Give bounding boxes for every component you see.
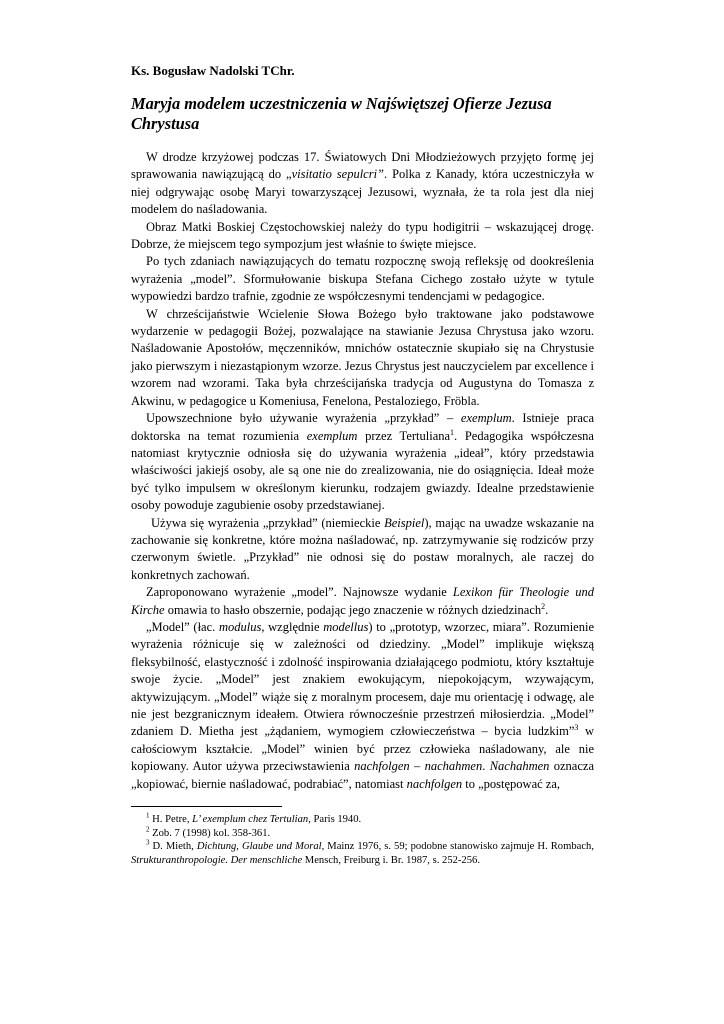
footnote: $^3$ D. Mieth, Dichtung, Glaube und Moral, Mainz 1976, s. 59; podobne stanowisko zajmuje H. Rombach, Strukturanthropologie. Der menschliche Mensch, Freiburg i. Br. 1987, s. 252-256.: [131, 838, 594, 866]
footnote-separator: [131, 806, 282, 807]
paragraph: „Model” (łac. modulus, względnie modellus) to „prototyp, wzorzec, miara”. Rozumienie wyrażenia różnicuje się w zależności od dziedziny. „Model” implikuje większą fleksybilność, elastyczność i zdolność inspirowania działającego podmiotu, który kształtuje swoje życie. „Model” jest znakiem ewokującym, niepokojącym, wzywającym, aktywizującym. „Model” wiąże się z moralnym procesem, daje mu orientację i odwagę, ale nie jest bezgranicznym ideałem. Otwiera równocześnie przestrzeń miłosierdzia. „Model” zdaniem D. Mietha jest „żądaniem, wymogiem człowieczeństwa – bycia ludzkim”$^3$ w całościowym kształcie. „Model” winien być przez człowieka naśladowany, ale nie kopiowany. Autor używa przeciwstawienia nachfolgen – nachahmen. Nachahmen oznacza „kopiować, biernie naśladować, podrabiać”, natomiast nachfolgen to „postępować za,: [131, 619, 594, 791]
paragraph: W drodze krzyżowej podczas 17. Światowych Dni Młodzieżowych przyjęto formę jej sprawowania nawiązującą do „visitatio sepulcri”. Polka z Kanady, która uczestniczyła w niej odgrywając osobę Maryi towarzyszącej Jezusowi, wyznała, że ta rola jest dla niej modelem do naśladowania.: [131, 150, 594, 217]
document-page: [131, 62, 594, 867]
paragraph: Upowszechnione było używanie wyrażenia „przykład” – exemplum. Istnieje praca doktorska na temat rozumienia exemplum przez Tertuliana$^1$. Pedagogika współczesna natomiast krytycznie odniosła się do używania wyrażenia „ideał”, który przedstawia właściwości jakiejś osoby, ale są one nie do zrealizowania, nie do osiągnięcia. Ideał może być tylko impulsem w określonym kierunku, rodzajem gwiazdy. Idealne przedstawienie osoby powoduje zagubienie osoby przedstawianej.: [131, 411, 594, 513]
footnote: $^1$ H. Petre, L’ exemplum chez Tertulian, Paris 1940.: [146, 811, 362, 826]
article-title: Maryja modelem uczestniczenia w Najświętszej Ofierze Jezusa Chrystusa: [131, 94, 552, 133]
footnote: $^2$ Zob. 7 (1998) kol. 358-361.: [146, 825, 271, 839]
paragraph: Używa się wyrażenia „przykład” (niemieckie Beispiel), mając na uwadze wskazanie na zachowanie się konkretne, które można naśladować, np. zatrzymywanie się rodziców przy czerwonym świetle. „Przykład” nie odnosi się do postaw moralnych, ale raczej do konkretnych zachowań.: [131, 515, 594, 582]
paragraph: W chrześcijaństwie Wcielenie Słowa Bożego było traktowane jako podstawowe wydarzenie w pedagogii Bożej, pozwalające na stawianie Jezusa Chrystusa jako wzoru. Naśladowanie Apostołów, męczenników, mnichów ostatecznie skupiało się na Chrystusie jako pierwszym i niezastąpionym wzorze. Jezus Chrystus jest nauczycielem par excellence i wzorem nad wzorami. Taka była chrześcijańska tradycja od Augustyna do Tomasza z Akwinu, w pedagogice u Komeniusa, Fenelona, Pestaloziego, Fröbla.: [131, 306, 594, 408]
footnote-ref: 2: [541, 601, 546, 611]
paragraph: Obraz Matki Boskiej Częstochowskiej należy do typu hodigitrii – wskazującej drogę. Dobrze, że miejscem tego sympozjum jest właśnie to święte miejsce.: [131, 219, 594, 252]
paragraph: Zaproponowano wyrażenie „model”. Najnowsze wydanie Lexikon für Theologie und Kirche omawia to hasło obszernie, podając jego znaczenie w różnych dziedzinach$^2$.: [131, 585, 594, 617]
paragraph: Po tych zdaniach nawiązujących do tematu rozpocznę swoją refleksję od dookreślenia wyrażenia „model”. Sformułowanie biskupa Stefana Cichego zostało użyte w tytule wypowiedzi bardzo trafnie, zgodnie ze współczesnymi tendencjami w pedagogice.: [131, 254, 594, 304]
footnote-ref: 3: [574, 723, 579, 733]
footnote-ref: 1: [450, 427, 455, 437]
author-name: Ks. Bogusław Nadolski TChr.: [131, 63, 295, 78]
